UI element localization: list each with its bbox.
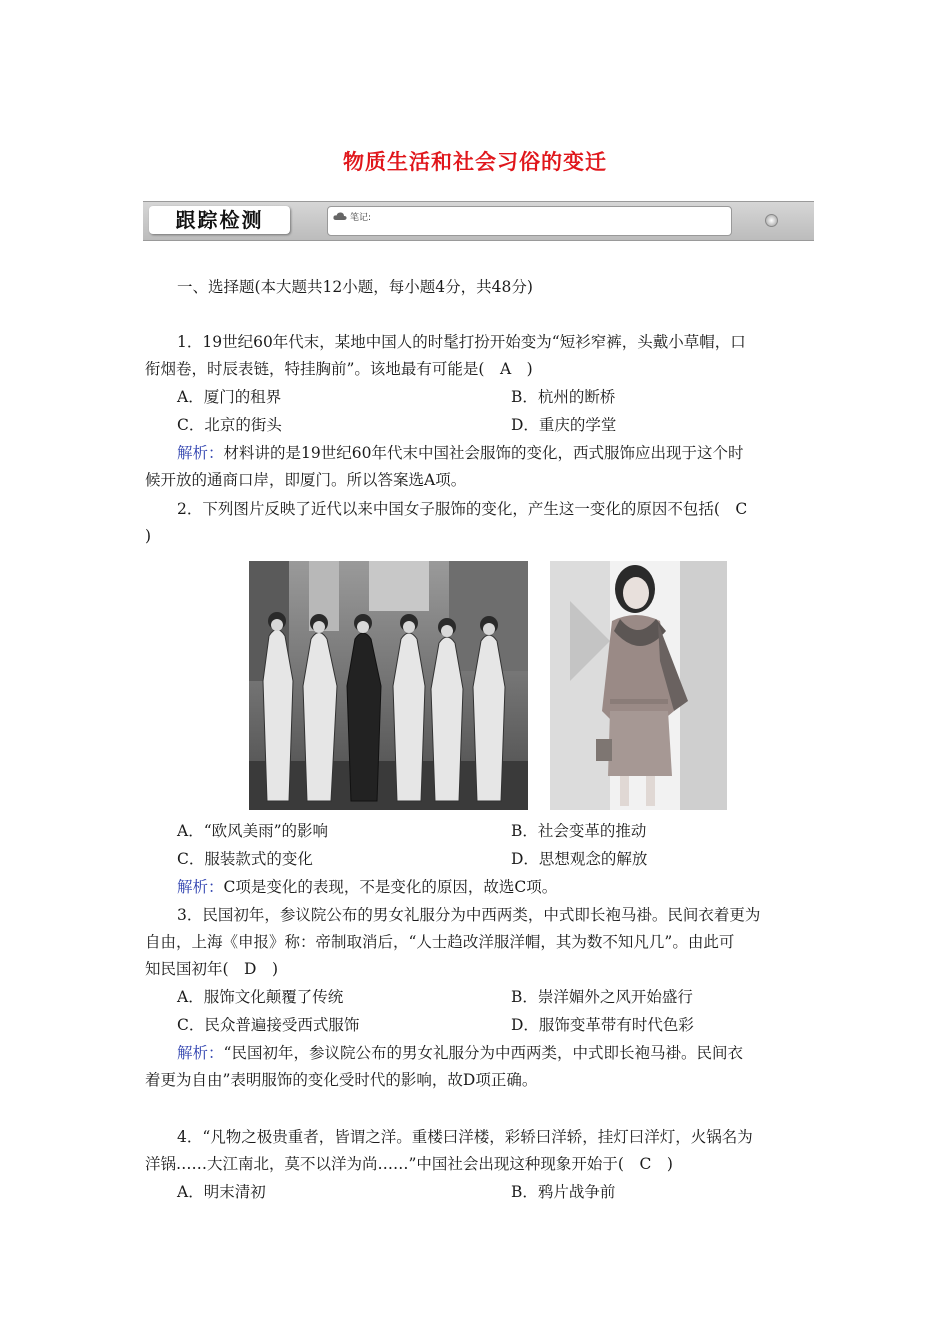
q1-option-d: D．重庆的学堂 xyxy=(511,416,617,434)
q4-option-b: B．鸦片战争前 xyxy=(511,1183,616,1201)
q2-analysis-line1: 解析：C项是变化的表现，不是变化的原因，故选C项。 xyxy=(177,878,558,896)
notes-toggle-icon[interactable] xyxy=(765,214,778,227)
analysis-label: 解析： xyxy=(177,1044,224,1062)
q1-option-a: A．厦门的租界 xyxy=(177,388,282,406)
q3-analysis-line2: 着更为自由”表明服饰的变化受时代的影响，故D项正确。 xyxy=(145,1071,538,1089)
q1-option-c: C．北京的街头 xyxy=(177,416,282,434)
cloud-icon xyxy=(333,211,347,221)
analysis-label: 解析： xyxy=(177,878,224,896)
tracking-label: 跟踪检测 xyxy=(149,206,290,234)
q2-option-d: D．思想观念的解放 xyxy=(511,850,648,868)
photo-modern-woman xyxy=(550,561,727,810)
q3-stem-line3: 知民国初年( D ) xyxy=(145,960,279,978)
page-title: 物质生活和社会习俗的变迁 xyxy=(343,150,607,174)
q3-option-c: C．民众普遍接受西式服饰 xyxy=(177,1016,360,1034)
q4-stem-line1: 4．“凡物之极贵重者，皆谓之洋。重楼曰洋楼，彩轿曰洋轿，挂灯曰洋灯，火锅名为 xyxy=(177,1128,753,1146)
analysis-label: 解析： xyxy=(177,444,224,462)
q3-analysis-line1: 解析：“民国初年，参议院公布的男女礼服分为中西两类，中式即长袍马褂。民间衣 xyxy=(177,1044,743,1062)
q3-stem-line1: 3．民国初年，参议院公布的男女礼服分为中西两类，中式即长袍马褂。民间衣着更为 xyxy=(177,906,761,924)
q2-option-c: C．服装款式的变化 xyxy=(177,850,313,868)
notes-label: 笔记: xyxy=(350,213,372,223)
q3-option-b: B．崇洋媚外之风开始盛行 xyxy=(511,988,693,1006)
q1-stem-line2: 衔烟卷，时辰表链，特挂胸前”。该地最有可能是( A ) xyxy=(145,360,533,378)
q2-option-b: B．社会变革的推动 xyxy=(511,822,647,840)
q1-analysis-line2: 候开放的通商口岸，即厦门。所以答案选A项。 xyxy=(145,471,467,489)
photo-qipao-women xyxy=(249,561,528,810)
notes-field[interactable] xyxy=(327,206,732,236)
q2-stem-line2: ) xyxy=(145,527,152,545)
q1-analysis-line1: 解析：材料讲的是19世纪60年代末中国社会服饰的变化，西式服饰应出现于这个时 xyxy=(177,444,744,462)
q1-stem-line1: 1．19世纪60年代末，某地中国人的时髦打扮开始变为“短衫窄裤，头戴小草帽，口 xyxy=(177,333,746,351)
q2-option-a: A．“欧风美雨”的影响 xyxy=(177,822,329,840)
q3-option-d: D．服饰变革带有时代色彩 xyxy=(511,1016,694,1034)
q3-stem-line2: 自由，上海《申报》称：帝制取消后，“人士趋改洋服洋帽，其为数不知凡几”。由此可 xyxy=(145,933,735,951)
q4-stem-line2: 洋锅……大江南北，莫不以洋为尚……”中国社会出现这种现象开始于( C ) xyxy=(145,1155,673,1173)
q4-option-a: A．明末清初 xyxy=(177,1183,266,1201)
tracking-bar xyxy=(143,201,814,241)
section-heading: 一、选择题(本大题共12小题，每小题4分，共48分) xyxy=(177,278,533,296)
q3-option-a: A．服饰文化颠覆了传统 xyxy=(177,988,344,1006)
q2-stem-line1: 2．下列图片反映了近代以来中国女子服饰的变化，产生这一变化的原因不包括( C xyxy=(177,500,748,518)
q1-option-b: B．杭州的断桥 xyxy=(511,388,616,406)
